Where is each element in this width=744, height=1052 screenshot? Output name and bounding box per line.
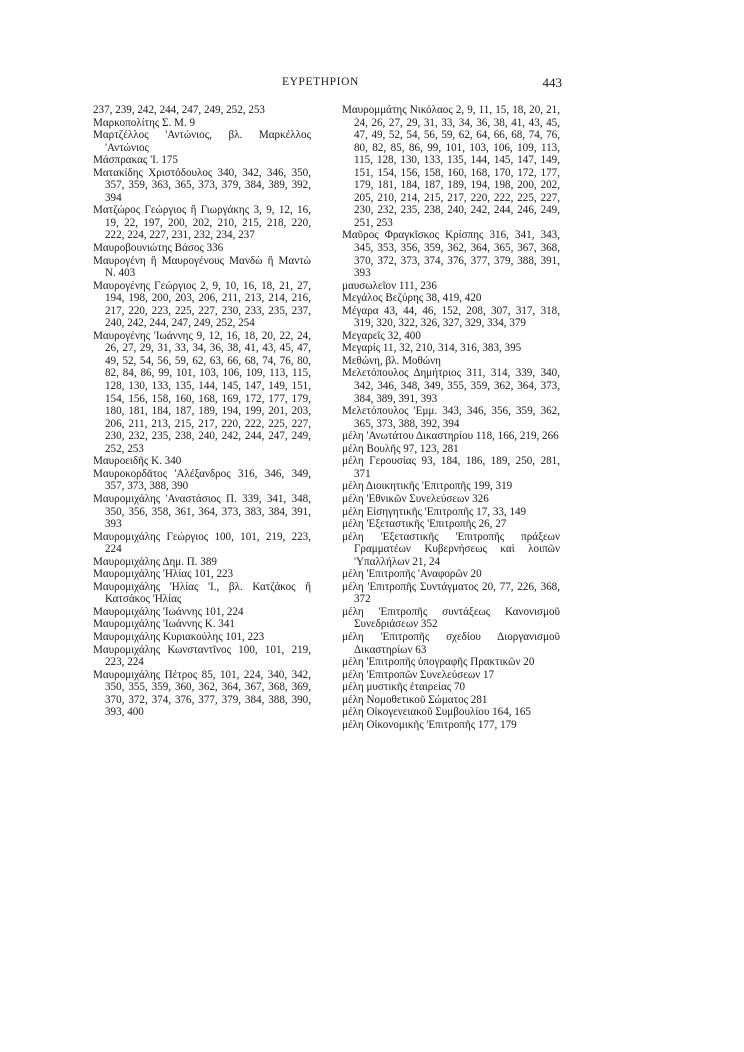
index-entry: μέλη 'Ανωτάτου Δικαστηρίου 118, 166, 219, 266 (342, 430, 559, 443)
index-entry: Μαυρομιχάλης 'Ηλίας 101, 223 (93, 568, 234, 581)
index-entry: μέλη 'Επιτροπῆς 'Αναφορῶν 20 (342, 568, 482, 581)
index-entry: μέλη μυστικῆς ἑταιρείας 70 (342, 681, 466, 694)
index-entry: Μαυρομιχάλης Γεώργιος 100, 101, 219, 223, 224 (93, 530, 311, 556)
index-entry: Μαρκοπολίτης Σ. Μ. 9 (93, 116, 196, 129)
index-entry: μέλη 'Επιτροπῆς συντάξεως Κανονισμοῦ Συνεδριάσεων 352 (342, 605, 560, 631)
index-entry: Μαυρομιχάλης Δημ. Π. 389 (93, 555, 217, 568)
index-entry: Μαυρομιχάλης 'Αναστάσιος Π. 339, 341, 348, 350, 356, 358, 361, 364, 373, 383, 384, 391, 393 (93, 492, 311, 531)
index-entry: Μαυρογένη ἢ Μαυρογένους Μανδὼ ἢ Μαντὼ Ν. 403 (93, 254, 311, 280)
index-entry: μέλη Οἰκονομικῆς 'Επιτροπῆς 177, 179 (342, 718, 517, 731)
index-entry: Μαῦρος Φραγκῖσκος Κρίσπης 316, 341, 343, 345, 353, 356, 359, 362, 364, 365, 367, 368, 370, 372, 373, 374, 376, 377, 379, 388, 391, 393 (342, 229, 560, 280)
index-entry: μέλη 'Εξεταστικῆς 'Επιτροπῆς 26, 27 (342, 518, 507, 531)
index-entry: μέλη 'Επιτροπῆς ὑπογραφῆς Πρακτικῶν 20 (342, 656, 535, 669)
index-entry: Μαυρομιχάλης Κωνσταντῖνος 100, 101, 219, 223, 224 (93, 643, 311, 669)
index-entry: Μαυρογένης 'Ιωάννης 9, 12, 16, 18, 20, 22, 24, 26, 27, 29, 31, 33, 34, 36, 38, 41, 43, 45, 47, 49, 52, 54, 56, 59, 62, 63, 66, 68, 74, 76, 80, 82, 84, 86, 99, 101, 103, 106, 109, 113, 115, 128, 130, 133, 135, 144, 145, 147, 149, 151, 154, 156, 158, 160, 168, 169, 172, 177, 179, 180, 181, 184, 187, 189, 194, 199, 201, 203, 206, 211, 213, 215, 217, 220, 222, 225, 227, 230, 232, 235, 238, 240, 242, 244, 247, 249, 252, 253 (93, 329, 311, 455)
index-entry: Μεθώνη, βλ. Μοθώνη (342, 354, 441, 367)
index-entry: μέλη 'Επιτροπῆς σχεδίου Διοργανισμοῦ Δικαστηρίων 63 (342, 630, 560, 656)
running-title: ΕΥΡΕΤΗΡΙΟΝ (282, 76, 359, 88)
index-entry: μέλη Βουλῆς 97, 123, 281 (342, 442, 459, 455)
index-entry: μέλη Διοικητικῆς 'Επιτροπῆς 199, 319 (342, 480, 513, 493)
index-entry: Μεγαρεῖς 32, 400 (342, 329, 421, 342)
index-entry: μέλη 'Εξεταστικῆς 'Επιτροπῆς πράξεων Γραμματέων Κυβερνήσεως καὶ λοιπῶν 'Υπαλλήλων 21, 24 (342, 530, 560, 568)
index-entry: μαυσωλεῖον 111, 236 (342, 279, 437, 292)
index-entry: Μαυρομμάτης Νικόλαος 2, 9, 11, 15, 18, 20, 21, 24, 26, 27, 29, 31, 33, 34, 36, 38, 41, 43, 45, 47, 49, 52, 54, 56, 59, 62, 64, 66, 68, 74, 76, 80, 82, 85, 86, 99, 101, 103, 106, 109, 113, 115, 128, 130, 133, 135, 144, 145, 147, 149, 151, 154, 156, 158, 160, 168, 170, 172, 177, 179, 181, 184, 187, 189, 194, 198, 200, 202, 205, 210, 214, 215, 217, 220, 222, 225, 227, 230, 232, 235, 238, 240, 242, 244, 246, 249, 251, 253 (342, 104, 560, 229)
index-entry: Ματακίδης Χριστόδουλος 340, 342, 346, 350, 357, 359, 363, 365, 373, 379, 384, 389, 392, 394 (93, 166, 311, 204)
index-entry: Μαυροβουνιώτης Βάσος 336 (93, 242, 224, 255)
index-entry: Μεγάλος Βεζύρης 38, 419, 420 (342, 292, 482, 305)
index-entry: Μάσπρακας 'Ι. 175 (93, 154, 178, 167)
index-entry: Μελετόπουλος 'Εμμ. 343, 346, 356, 359, 362, 365, 373, 388, 392, 394 (342, 405, 560, 430)
index-entry: Μελετόπουλος Δημήτριος 311, 314, 339, 340, 342, 346, 348, 349, 355, 359, 362, 364, 373, 384, 389, 391, 393 (342, 367, 560, 405)
index-entry: Μαυρομιχάλης 'Ιωάννης 101, 224 (93, 605, 244, 618)
index-entry: Μαυρομιχάλης 'Ηλίας 'Ι., βλ. Κατζάκος ἢ Κατσάκος 'Ηλίας (93, 580, 311, 606)
page-number: 443 (542, 75, 562, 90)
index-entry: Μαυρογένης Γεώργιος 2, 9, 10, 16, 18, 21, 27, 194, 198, 200, 203, 206, 211, 213, 214, 216, 217, 220, 223, 225, 227, 230, 233, 235, 237, 240, 242, 244, 247, 249, 252, 254 (93, 279, 311, 330)
index-entry: Ματζώρος Γεώργιος ἢ Γιωργάκης 3, 9, 12, 16, 19, 22, 197, 200, 202, 210, 215, 218, 220, 222, 224, 227, 231, 232, 234, 237 (93, 204, 311, 242)
index-entry: Μέγαρα 43, 44, 46, 152, 208, 307, 317, 318, 319, 320, 322, 326, 327, 329, 334, 379 (342, 304, 560, 330)
index-column-right (342, 104, 560, 731)
index-column-left (93, 104, 311, 719)
index-entry: Μαυροειδῆς Κ. 340 (93, 455, 182, 468)
index-entry: 237, 239, 242, 244, 247, 249, 252, 253 (93, 104, 265, 116)
index-entry: μέλη 'Εθνικῶν Συνελεύσεων 326 (342, 492, 489, 505)
index-entry: μέλη 'Επιτροπῶν Συνελεύσεων 17 (342, 668, 495, 681)
index-entry: Μαυροκορδᾶτος 'Αλέξανδρος 316, 346, 349, 357, 373, 388, 390 (93, 467, 311, 493)
index-entry: μέλη 'Επιτροπῆς Συντάγματος 20, 77, 226, 368, 372 (342, 580, 560, 606)
index-entry: μέλη Εἰσηγητικῆς 'Επιτροπῆς 17, 33, 149 (342, 505, 527, 518)
index-entry: Μαυρομιχάλης Πέτρος 85, 101, 224, 340, 342, 350, 355, 359, 360, 362, 364, 367, 368, 369, 370, 372, 374, 376, 377, 379, 384, 388, 390, 393, 400 (93, 668, 311, 719)
running-head (92, 76, 562, 92)
index-entry: μέλη Νομοθετικοῦ Σώματος 281 (342, 693, 488, 706)
index-entry: Μαυρομιχάλης Κυριακούλης 101, 223 (93, 630, 265, 643)
index-entry: Μαυρομιχάλης 'Ιωάννης Κ. 341 (93, 618, 235, 631)
index-entry: μέλη Οἰκογενειακοῦ Συμβουλίου 164, 165 (342, 706, 531, 719)
index-entry: μέλη Γερουσίας 93, 184, 186, 189, 250, 281, 371 (342, 455, 560, 480)
index-entry: Μεγαρίς 11, 32, 210, 314, 316, 383, 395 (342, 342, 522, 355)
index-entry: Μαρτζέλλος 'Αντώνιος, βλ. Μαρκέλλος 'Αντώνιος (93, 129, 311, 154)
